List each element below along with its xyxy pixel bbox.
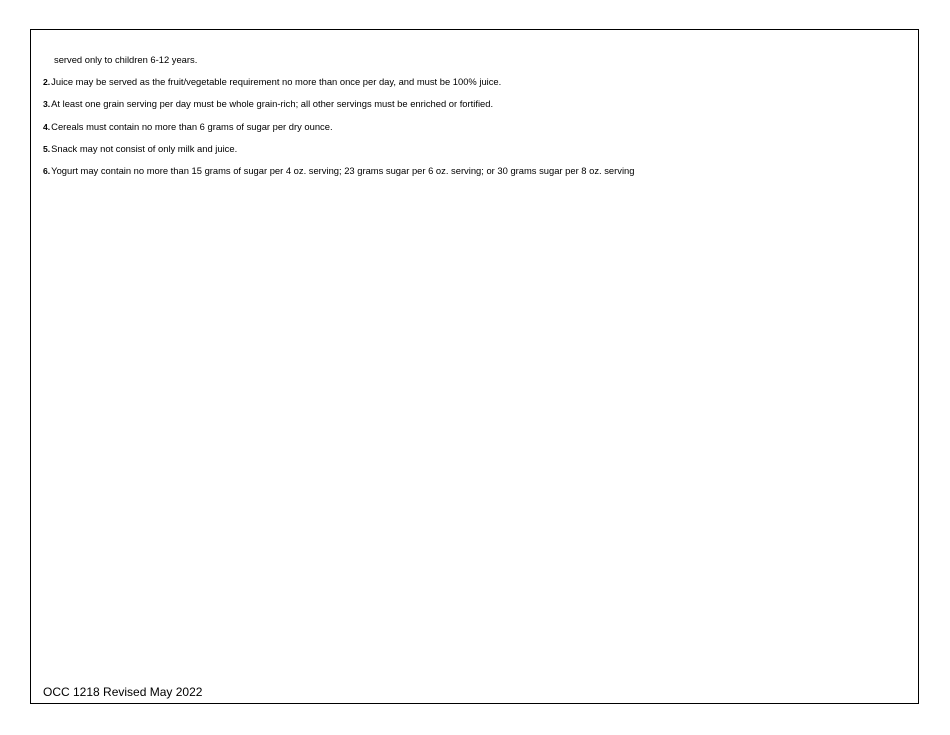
footnote-3 (43, 98, 906, 109)
page-frame (30, 29, 919, 704)
footnote-text: At least one grain serving per day must be whole grain-rich; all other servings must be enriched or fortified. (51, 98, 494, 110)
footnote-text: Juice may be served as the fruit/vegetable requirement no more than once per day, and must be 100% juice. (51, 76, 502, 88)
footnote-6 (43, 165, 906, 176)
footnote-number: 3. (43, 99, 51, 110)
footnotes-list (43, 54, 906, 187)
footnote-text: Snack may not consist of only milk and juice. (51, 142, 238, 154)
footnote-number: 6. (43, 165, 51, 176)
footnote-number: 2. (43, 77, 51, 88)
footnote-5 (43, 143, 906, 154)
footnote-text: Cereals must contain no more than 6 grams of sugar per dry ounce. (51, 120, 333, 132)
footnote-4 (43, 121, 906, 132)
footnote-2 (43, 76, 906, 87)
footnote-number: 5. (43, 143, 51, 154)
footnote-number: 4. (43, 121, 51, 132)
footnote-text: Yogurt may contain no more than 15 grams of sugar per 4 oz. serving; 23 grams sugar per 6 oz. serving; or 30 grams sugar per 8 oz. serving (51, 164, 635, 176)
form-identifier: OCC 1218 Revised May 2022 (43, 685, 203, 699)
footnote-continuation: served only to children 6-12 years. (54, 54, 198, 65)
